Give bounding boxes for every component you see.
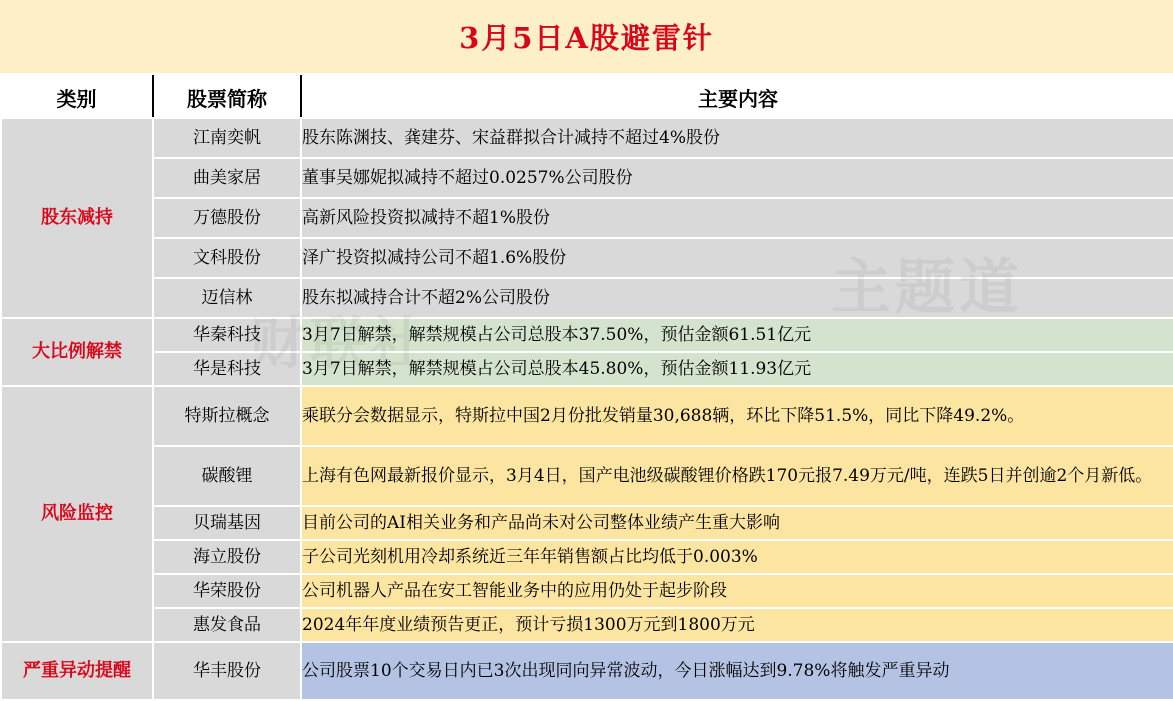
stock-name-cell: 江南奕帆 [153, 118, 301, 158]
table-row [1, 574, 1173, 608]
content-cell: 公司股票10个交易日内已3次出现同向异常波动，今日涨幅达到9.78%将触发严重异动 [301, 642, 1173, 700]
column-header-category: 类别 [1, 76, 153, 118]
table-row [1, 540, 1173, 574]
content-cell: 高新风险投资拟减持不超1%股份 [301, 198, 1173, 238]
table-row [1, 238, 1173, 278]
content-cell: 股东陈渊技、龚建芬、宋益群拟合计减持不超过4%股份 [301, 118, 1173, 158]
stock-name-cell: 曲美家居 [153, 158, 301, 198]
stock-name-cell: 特斯拉概念 [153, 386, 301, 446]
column-header-main-content: 主要内容 [301, 76, 1173, 118]
stock-name-cell: 文科股份 [153, 238, 301, 278]
table-row [1, 352, 1173, 386]
stock-name-cell: 惠发食品 [153, 608, 301, 642]
table-row [1, 642, 1173, 700]
stock-name-cell: 万德股份 [153, 198, 301, 238]
stock-name-cell: 贝瑞基因 [153, 506, 301, 540]
content-cell: 上海有色网最新报价显示，3月4日，国产电池级碳酸锂价格跌170元报7.49万元/吨，连跌5日并创逾2个月新低。 [301, 446, 1173, 506]
category-cell-0: 股东减持 [1, 118, 153, 318]
table-row [1, 158, 1173, 198]
category-cell-2: 风险监控 [1, 386, 153, 642]
column-header-stock-name: 股票简称 [153, 76, 301, 118]
content-cell: 2024年年度业绩预告更正，预计亏损1300万元到1800万元 [301, 608, 1173, 642]
content-cell: 董事吴娜妮拟减持不超过0.0257%公司股份 [301, 158, 1173, 198]
stock-name-cell: 迈信林 [153, 278, 301, 318]
table-row [1, 278, 1173, 318]
table-row [1, 386, 1173, 446]
table-header-row [1, 76, 1173, 118]
content-cell: 泽广投资拟减持公司不超1.6%股份 [301, 238, 1173, 278]
document-title-bar [0, 0, 1173, 75]
content-cell: 3月7日解禁，解禁规模占公司总股本45.80%，预估金额11.93亿元 [301, 352, 1173, 386]
category-cell-3: 严重异动提醒 [1, 642, 153, 700]
risk-alert-table [0, 75, 1173, 701]
table-row [1, 446, 1173, 506]
content-cell: 子公司光刻机用冷却系统近三年年销售额占比均低于0.003% [301, 540, 1173, 574]
category-cell-1: 大比例解禁 [1, 318, 153, 386]
page-title: 3月5日A股避雷针 [459, 21, 714, 55]
content-cell: 目前公司的AI相关业务和产品尚未对公司整体业绩产生重大影响 [301, 506, 1173, 540]
content-cell: 3月7日解禁，解禁规模占公司总股本37.50%，预估金额61.51亿元 [301, 318, 1173, 352]
stock-name-cell: 华秦科技 [153, 318, 301, 352]
stock-name-cell: 华是科技 [153, 352, 301, 386]
content-cell: 股东拟减持合计不超2%公司股份 [301, 278, 1173, 318]
stock-name-cell: 海立股份 [153, 540, 301, 574]
table-row [1, 118, 1173, 158]
table-row [1, 318, 1173, 352]
table-row [1, 506, 1173, 540]
stock-name-cell: 碳酸锂 [153, 446, 301, 506]
content-cell: 公司机器人产品在安工智能业务中的应用仍处于起步阶段 [301, 574, 1173, 608]
content-cell: 乘联分会数据显示，特斯拉中国2月份批发销量30,688辆，环比下降51.5%，同比下降49.2%。 [301, 386, 1173, 446]
table-row [1, 608, 1173, 642]
stock-name-cell: 华丰股份 [153, 642, 301, 700]
table-row [1, 198, 1173, 238]
stock-name-cell: 华荣股份 [153, 574, 301, 608]
